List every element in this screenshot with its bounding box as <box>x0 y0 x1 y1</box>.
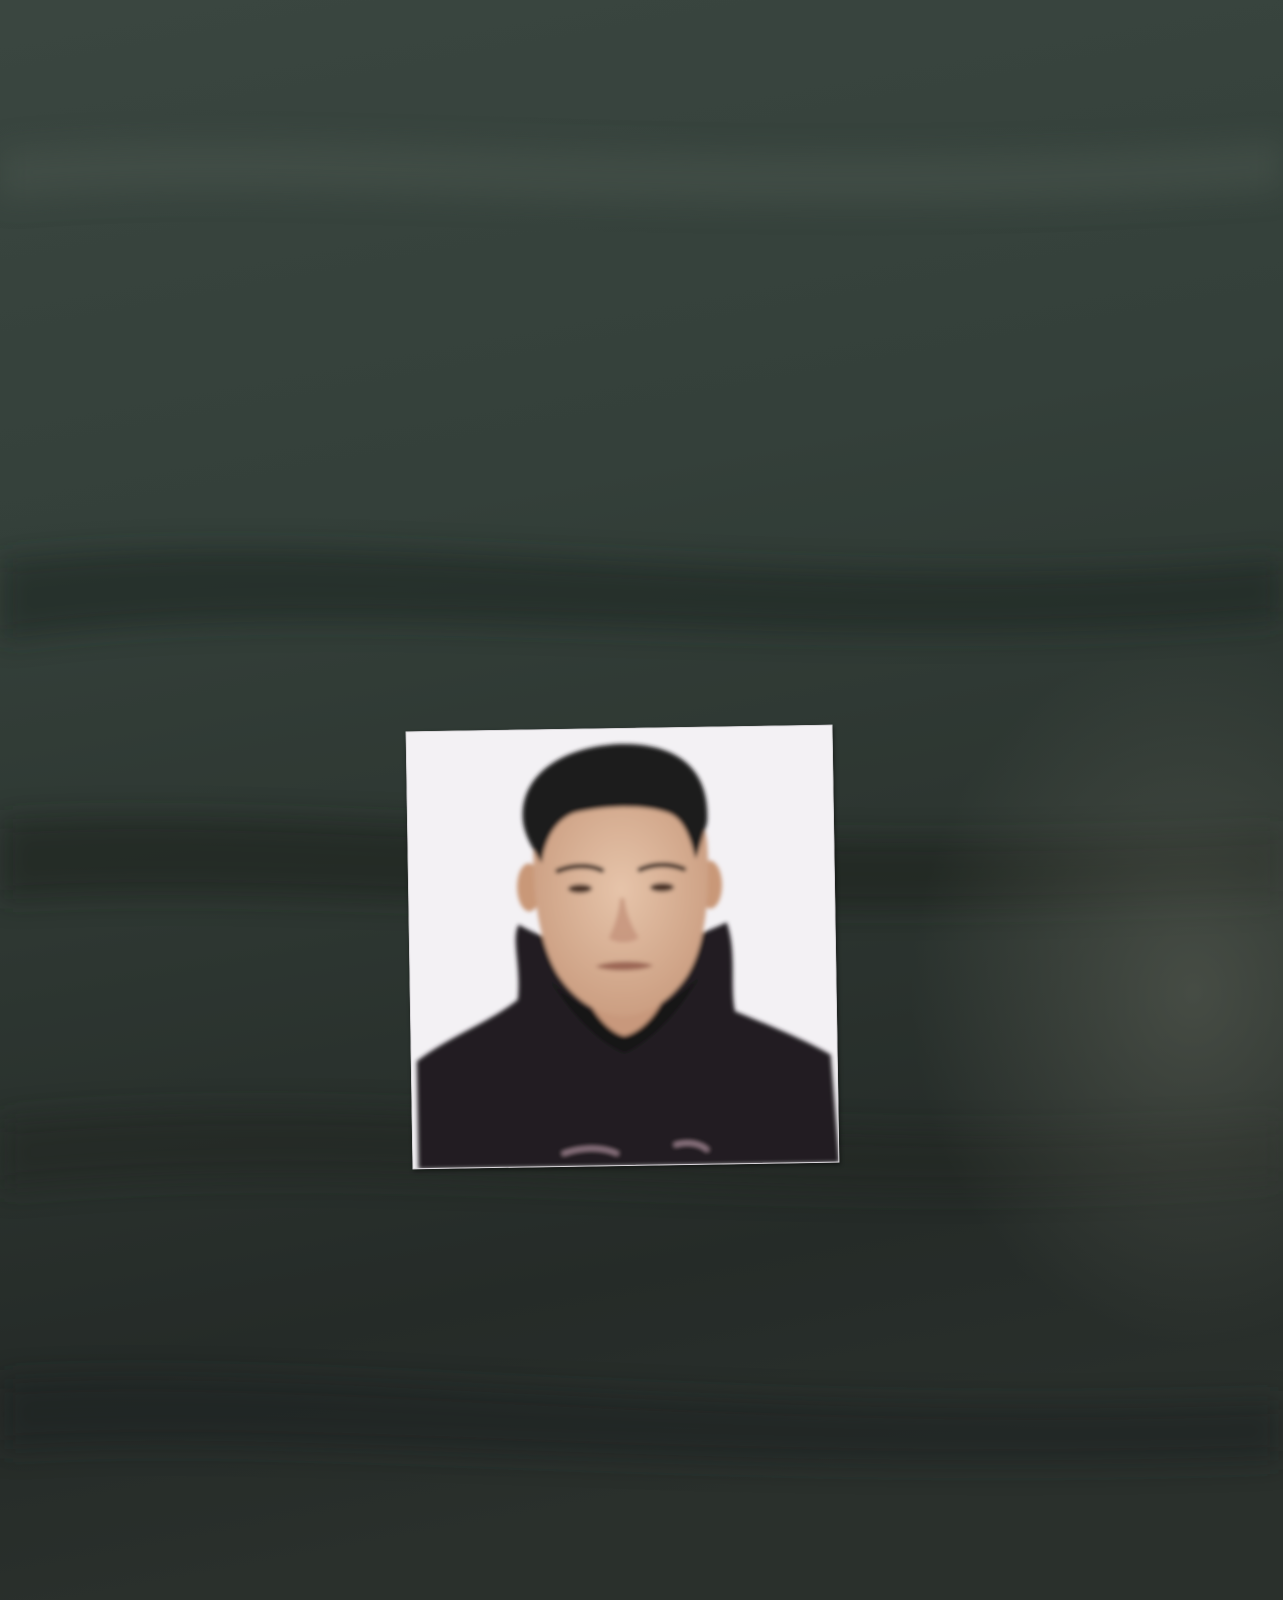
passport-photo <box>406 725 840 1170</box>
